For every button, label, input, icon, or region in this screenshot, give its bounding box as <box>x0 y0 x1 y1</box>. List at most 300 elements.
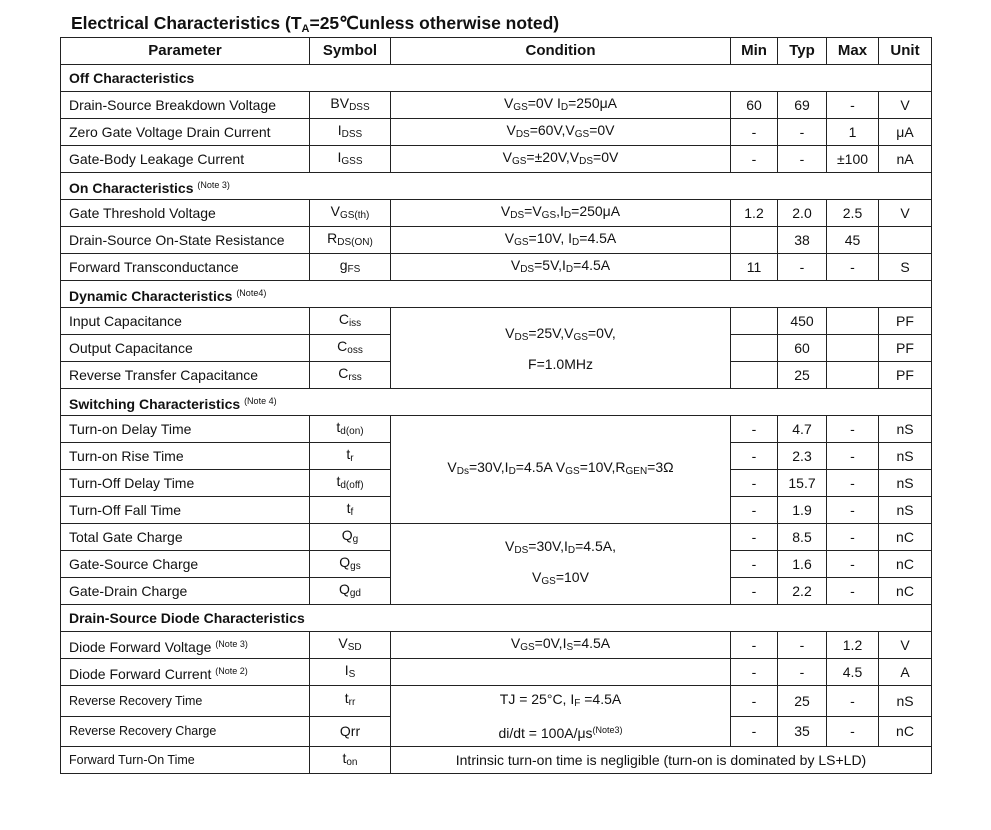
typ-cell: 1.6 <box>778 551 827 578</box>
condition-line <box>391 320 730 351</box>
parameter-name: Diode Forward Current <box>69 665 216 682</box>
text-run: V <box>506 121 516 138</box>
parameter-name: Drain-Source Breakdown Voltage <box>69 97 277 113</box>
section-note: (Note 3) <box>197 179 230 190</box>
min-cell: - <box>731 578 778 605</box>
table-row <box>61 632 932 659</box>
condition-line <box>391 686 730 717</box>
symbol-subscript: on <box>346 756 358 768</box>
max-cell: 1 <box>827 119 879 146</box>
condition-line <box>391 351 730 377</box>
symbol-text: Qrr <box>339 723 361 740</box>
text-run: =250μA <box>571 202 621 219</box>
text-run: =4.5A <box>579 229 617 246</box>
parameter-name: Diode Forward Voltage <box>69 638 216 655</box>
symbol-subscript: r <box>350 452 354 464</box>
subscript: GS <box>573 331 588 343</box>
section-note: (Note4) <box>236 287 267 298</box>
max-cell: - <box>827 524 879 551</box>
symbol-cell <box>310 119 391 146</box>
symbol-subscript: iss <box>348 317 362 329</box>
symbol-cell <box>310 308 391 335</box>
min-cell: - <box>731 716 778 747</box>
typ-cell: 25 <box>778 362 827 389</box>
symbol-cell <box>310 470 391 497</box>
subscript: DS <box>510 209 525 221</box>
symbol-text: Q <box>341 526 353 543</box>
subscript: Ds <box>456 466 469 477</box>
subscript: D <box>560 101 569 113</box>
subscript: F <box>574 698 581 709</box>
header-typ: Typ <box>778 38 827 65</box>
superscript: (Note3) <box>592 725 623 735</box>
unit-cell: nS <box>879 470 932 497</box>
unit-cell: PF <box>879 335 932 362</box>
symbol-subscript: d(on) <box>340 425 364 437</box>
symbol-text: t <box>344 690 349 707</box>
subscript: GS <box>565 466 580 477</box>
min-cell: - <box>731 632 778 659</box>
parameter-cell <box>61 632 310 659</box>
symbol-cell <box>310 92 391 119</box>
typ-cell: 1.9 <box>778 497 827 524</box>
subscript: D <box>508 466 516 477</box>
symbol-text: C <box>337 337 348 354</box>
typ-cell: 25 <box>778 686 827 717</box>
symbol-cell <box>310 200 391 227</box>
unit-cell <box>879 227 932 254</box>
min-cell: 60 <box>731 92 778 119</box>
min-cell: - <box>731 443 778 470</box>
text-run: =60V,V <box>529 121 575 138</box>
parameter-name: Drain-Source On-State Resistance <box>69 232 285 248</box>
symbol-subscript: gs <box>350 560 361 572</box>
symbol-text: I <box>337 148 342 165</box>
max-cell <box>827 335 879 362</box>
typ-cell: 2.2 <box>778 578 827 605</box>
symbol-text: g <box>339 256 348 273</box>
parameter-cell <box>61 747 310 774</box>
section-row <box>61 389 932 416</box>
min-cell: - <box>731 416 778 443</box>
symbol-cell <box>310 524 391 551</box>
symbol-cell <box>310 747 391 774</box>
symbol-cell <box>310 551 391 578</box>
unit-cell: V <box>879 632 932 659</box>
header-max: Max <box>827 38 879 65</box>
parameter-cell <box>61 686 310 717</box>
section-off <box>61 65 932 92</box>
typ-cell: 8.5 <box>778 524 827 551</box>
typ-cell: - <box>778 632 827 659</box>
page-title <box>71 13 559 35</box>
parameter-cell <box>61 716 310 747</box>
typ-cell: 60 <box>778 335 827 362</box>
parameter-name: Total Gate Charge <box>69 529 183 545</box>
table-row <box>61 416 932 443</box>
section-row <box>61 65 932 92</box>
symbol-subscript: oss <box>347 344 363 356</box>
text-run: =4.5A <box>573 256 611 273</box>
symbol-cell <box>310 227 391 254</box>
parameter-name: Turn-Off Fall Time <box>69 502 182 518</box>
max-cell: - <box>827 254 879 281</box>
symbol-cell <box>310 362 391 389</box>
section-note: (Note 4) <box>244 395 277 406</box>
header-parameter: Parameter <box>61 38 310 65</box>
text-run: =10V <box>555 569 589 585</box>
text-run: =0V,I <box>534 634 567 651</box>
typ-cell: 35 <box>778 716 827 747</box>
text-run: V <box>500 202 511 219</box>
parameter-name: Turn-Off Delay Time <box>69 475 195 491</box>
parameter-name: Gate Threshold Voltage <box>69 205 216 221</box>
section-dynamic <box>61 281 932 308</box>
max-cell: - <box>827 92 879 119</box>
symbol-subscript: f <box>350 506 354 518</box>
subscript: D <box>565 263 574 275</box>
table-row <box>61 308 932 335</box>
symbol-text: V <box>330 202 340 219</box>
section-label: Switching Characteristics <box>69 395 245 412</box>
parameter-name: Output Capacitance <box>69 340 193 356</box>
table-row <box>61 119 932 146</box>
max-cell: 1.2 <box>827 632 879 659</box>
text-run: =0V, <box>587 324 616 341</box>
parameter-cell <box>61 308 310 335</box>
symbol-subscript: DS(ON) <box>337 236 373 248</box>
parameter-cell <box>61 524 310 551</box>
table-row <box>61 659 932 686</box>
condition-cell <box>391 308 731 389</box>
condition-cell <box>391 747 932 774</box>
max-cell: - <box>827 497 879 524</box>
section-row <box>61 173 932 200</box>
text-run: =0V I <box>527 94 561 111</box>
text-run: =3Ω <box>647 459 674 475</box>
parameter-cell <box>61 119 310 146</box>
text-run: ,I <box>556 202 564 219</box>
section-row <box>61 605 932 632</box>
unit-cell: A <box>879 659 932 686</box>
max-cell: 4.5 <box>827 659 879 686</box>
parameter-cell <box>61 443 310 470</box>
symbol-text: V <box>338 634 348 651</box>
text-run: Intrinsic turn-on time is negligible (turn-on is dominated by LS+LD) <box>455 752 867 768</box>
parameter-cell <box>61 497 310 524</box>
condition-line <box>391 717 730 746</box>
parameter-name: Reverse Recovery Charge <box>69 724 217 739</box>
condition-line <box>391 533 730 564</box>
max-cell: - <box>827 443 879 470</box>
min-cell <box>731 227 778 254</box>
table-row <box>61 200 932 227</box>
symbol-subscript: DSS <box>341 128 363 140</box>
text-run: =0V <box>593 148 619 165</box>
text-run: V <box>447 459 457 475</box>
typ-cell: - <box>778 254 827 281</box>
symbol-subscript: d(off) <box>340 479 364 491</box>
text-run: =4.5A, <box>575 538 616 554</box>
unit-cell: nS <box>879 497 932 524</box>
text-run: =4.5A <box>580 691 622 707</box>
max-cell: ±100 <box>827 146 879 173</box>
symbol-text: t <box>342 749 347 766</box>
unit-cell: nC <box>879 716 932 747</box>
condition-cell <box>391 524 731 605</box>
table-row <box>61 747 932 774</box>
min-cell: - <box>731 119 778 146</box>
text-run: V <box>502 148 512 165</box>
min-cell: - <box>731 470 778 497</box>
subscript: GS <box>574 128 590 140</box>
symbol-subscript: rr <box>348 697 356 709</box>
symbol-subscript: GSS <box>341 155 363 167</box>
max-cell: 2.5 <box>827 200 879 227</box>
table-row <box>61 146 932 173</box>
unit-cell: nC <box>879 551 932 578</box>
symbol-subscript: SD <box>347 641 362 653</box>
text-run: V <box>503 94 514 111</box>
subscript: DS <box>520 263 535 275</box>
subscript: GS <box>520 641 535 653</box>
symbol-text: R <box>327 229 338 246</box>
section-row <box>61 281 932 308</box>
unit-cell: V <box>879 92 932 119</box>
min-cell: - <box>731 551 778 578</box>
condition-cell <box>391 632 731 659</box>
max-cell: - <box>827 551 879 578</box>
subscript: GS <box>541 576 556 587</box>
parameter-name: Forward Turn-On Time <box>69 753 195 767</box>
symbol-text: t <box>346 499 351 516</box>
text-run: =30V,I <box>528 538 568 554</box>
unit-cell: nS <box>879 686 932 717</box>
parameter-name: Reverse Transfer Capacitance <box>69 367 259 383</box>
parameter-cell <box>61 254 310 281</box>
unit-cell: nC <box>879 578 932 605</box>
symbol-cell <box>310 716 391 747</box>
condition-cell <box>391 686 731 747</box>
title-text: Electrical Characteristics (T <box>71 13 302 33</box>
unit-cell: V <box>879 200 932 227</box>
min-cell <box>731 308 778 335</box>
max-cell: - <box>827 470 879 497</box>
parameter-cell <box>61 470 310 497</box>
section-on <box>61 173 932 200</box>
typ-cell: - <box>778 146 827 173</box>
condition-cell <box>391 119 731 146</box>
parameter-name: Gate-Source Charge <box>69 556 199 572</box>
parameter-cell <box>61 578 310 605</box>
subscript: D <box>563 209 572 221</box>
max-cell: - <box>827 686 879 717</box>
max-cell <box>827 362 879 389</box>
text-run: V <box>510 634 521 651</box>
min-cell: - <box>731 524 778 551</box>
parameter-cell <box>61 416 310 443</box>
unit-cell: PF <box>879 308 932 335</box>
header-condition: Condition <box>391 38 731 65</box>
parameter-cell <box>61 659 310 686</box>
parameter-name: Zero Gate Voltage Drain Current <box>69 124 271 140</box>
parameter-cell <box>61 362 310 389</box>
unit-cell: nS <box>879 416 932 443</box>
table-row <box>61 254 932 281</box>
subscript: DS <box>579 155 594 167</box>
symbol-text: BV <box>330 94 350 111</box>
condition-cell <box>391 254 731 281</box>
subscript: S <box>566 641 574 653</box>
condition-line <box>391 454 730 485</box>
subscript: DS <box>515 128 530 140</box>
symbol-cell <box>310 578 391 605</box>
symbol-cell <box>310 497 391 524</box>
subscript: DS <box>514 545 529 556</box>
table-row <box>61 92 932 119</box>
parameter-name: Gate-Drain Charge <box>69 583 188 599</box>
max-cell: - <box>827 416 879 443</box>
subscript: D <box>572 236 580 248</box>
text-run: TJ = 25°C, I <box>499 691 575 707</box>
parameter-cell <box>61 227 310 254</box>
header-row <box>61 38 932 65</box>
min-cell: - <box>731 659 778 686</box>
text-run: =10V,R <box>579 459 626 475</box>
parameter-cell <box>61 146 310 173</box>
section-label: Drain-Source Diode Characteristics <box>69 610 305 626</box>
symbol-text: Q <box>338 580 350 597</box>
subscript: GS <box>514 236 529 248</box>
symbol-cell <box>310 335 391 362</box>
subscript: GS <box>513 101 528 113</box>
unit-cell: nA <box>879 146 932 173</box>
parameter-name: Gate-Body Leakage Current <box>69 151 245 167</box>
text-run: V <box>504 229 515 246</box>
symbol-cell <box>310 416 391 443</box>
section-switching <box>61 389 932 416</box>
symbol-text: I <box>337 121 342 138</box>
min-cell: - <box>731 497 778 524</box>
symbol-subscript: DSS <box>349 101 370 113</box>
condition-cell <box>391 659 731 686</box>
max-cell: 45 <box>827 227 879 254</box>
typ-cell: 2.3 <box>778 443 827 470</box>
symbol-cell <box>310 146 391 173</box>
symbol-cell <box>310 254 391 281</box>
unit-cell: S <box>879 254 932 281</box>
text-run: =250μA <box>568 94 618 111</box>
min-cell: - <box>731 146 778 173</box>
symbol-text: C <box>338 310 349 327</box>
parameter-name: Forward Transconductance <box>69 259 239 275</box>
symbol-subscript: GS(th) <box>339 209 370 221</box>
parameter-cell <box>61 335 310 362</box>
parameter-name: Reverse Recovery Time <box>69 693 203 708</box>
symbol-subscript: gd <box>349 587 361 599</box>
symbol-text: t <box>336 472 341 489</box>
max-cell: - <box>827 716 879 747</box>
subscript: GS <box>511 155 527 167</box>
symbol-subscript: FS <box>347 263 361 275</box>
text-run: =V <box>524 202 542 219</box>
typ-cell: - <box>778 659 827 686</box>
subscript: DS <box>514 331 529 343</box>
symbol-text: I <box>344 661 349 678</box>
table-row <box>61 524 932 551</box>
text-run: V <box>505 324 515 341</box>
condition-line <box>391 564 730 595</box>
text-run: =4.5A <box>573 634 611 651</box>
symbol-text: Q <box>339 553 351 570</box>
header-min: Min <box>731 38 778 65</box>
parameter-note: (Note 2) <box>215 665 248 676</box>
subscript: GEN <box>625 466 648 477</box>
text-run: =0V <box>589 121 615 138</box>
title-subscript: A <box>301 23 310 35</box>
typ-cell: 38 <box>778 227 827 254</box>
min-cell <box>731 335 778 362</box>
symbol-cell <box>310 686 391 717</box>
parameter-name: Turn-on Rise Time <box>69 448 184 464</box>
text-run: =10V, I <box>528 229 573 246</box>
text-run: =4.5A V <box>515 459 566 475</box>
symbol-cell <box>310 443 391 470</box>
unit-cell: nS <box>879 443 932 470</box>
text-run: =30V,I <box>468 459 509 475</box>
text-run: V <box>510 256 521 273</box>
symbol-cell <box>310 659 391 686</box>
condition-cell <box>391 227 731 254</box>
condition-cell <box>391 92 731 119</box>
condition-cell <box>391 416 731 524</box>
section-label: On Characteristics <box>69 179 198 196</box>
symbol-text: t <box>346 445 351 462</box>
header-symbol: Symbol <box>310 38 391 65</box>
title-suffix: =25℃unless otherwise noted) <box>309 13 560 33</box>
symbol-text: C <box>338 364 349 381</box>
typ-cell: 4.7 <box>778 416 827 443</box>
symbol-subscript: S <box>348 668 356 680</box>
section-label: Off Characteristics <box>69 70 195 86</box>
typ-cell: 2.0 <box>778 200 827 227</box>
parameter-note: (Note 3) <box>215 638 248 649</box>
max-cell <box>827 308 879 335</box>
text-run: =25V,V <box>528 324 574 341</box>
typ-cell: 15.7 <box>778 470 827 497</box>
symbol-cell <box>310 632 391 659</box>
text-run: V <box>532 569 542 585</box>
unit-cell: nC <box>879 524 932 551</box>
table-row <box>61 227 932 254</box>
text-run: V <box>505 538 515 554</box>
min-cell: 11 <box>731 254 778 281</box>
min-cell: - <box>731 686 778 717</box>
symbol-text: t <box>336 418 341 435</box>
parameter-cell <box>61 200 310 227</box>
typ-cell: 69 <box>778 92 827 119</box>
text-run: F=1.0MHz <box>528 355 593 372</box>
text-run: di/dt = 100A/μs <box>498 725 593 741</box>
text-run: =±20V,V <box>526 148 580 165</box>
unit-cell: μA <box>879 119 932 146</box>
header-unit: Unit <box>879 38 932 65</box>
text-run: =5V,I <box>534 256 566 273</box>
unit-cell: PF <box>879 362 932 389</box>
symbol-subscript: rss <box>348 371 362 383</box>
section-diode <box>61 605 932 632</box>
parameter-name: Turn-on Delay Time <box>69 421 192 437</box>
